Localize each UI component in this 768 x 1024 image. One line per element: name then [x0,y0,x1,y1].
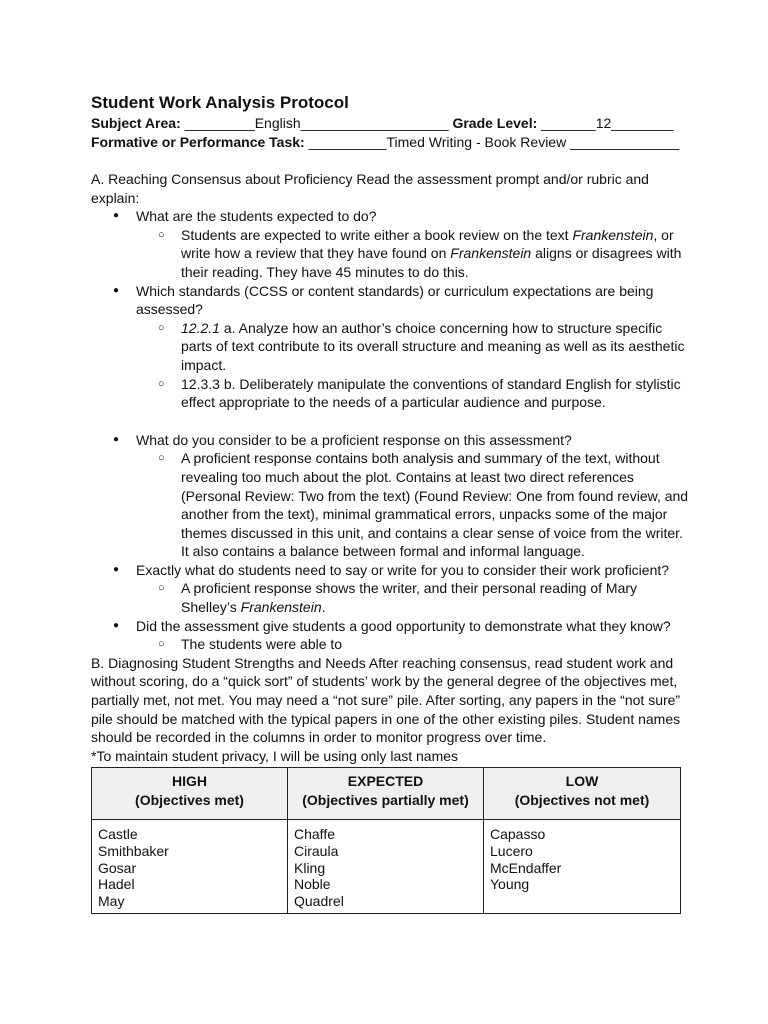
question-text: Exactly what do students need to say or write for you to consider their work proficient? [136,561,670,578]
question-text: Which standards (CCSS or content standards) or curriculum expectations are being assessed? [136,282,654,318]
header-line: EXPECTED [347,773,424,790]
question-text: Did the assessment give students a good opportunity to demonstrate what they know? [136,617,671,634]
book-title: Frankenstein [240,599,322,616]
task-value: Timed Writing - Book Review [386,134,567,150]
answer-item [136,375,691,412]
subject-area-label: Subject Area: [91,115,181,131]
filled-circle-bullet-icon: ● [113,433,120,445]
student-name: Ciraula [294,843,339,859]
answer-list [136,226,691,282]
answer-text-part: , or write how a review that they have found on [181,226,674,262]
question-list [91,431,691,654]
header-line: (Objectives partially met) [302,792,469,809]
book-title: Frankenstein [572,226,654,243]
answer-text: A proficient response contains both analysis and summary of the text, without revealing too much about the plot. Contains at least two direct references (Personal Review: Two from the text) (Found Review: One from found review, and another from the text), minimal grammatical errors, unpacks some of the major themes discussed in this unit, and contains a clear sense of voice from the writer. It also contains a balance between formal and informal language. [181,450,689,560]
student-name: Quadrel [294,892,344,909]
answer-text-part: . [321,599,326,616]
student-name: Young [490,876,530,893]
student-name: Chaffe [294,826,335,843]
student-name: Capasso [490,826,546,843]
hollow-circle-bullet-icon: ○ [158,582,165,595]
task-post-blank: ______________ [566,134,680,150]
section-b [91,654,691,766]
page-title: Student Work Analysis Protocol [91,93,349,112]
section-a [91,170,691,654]
grade-post-blank: ________ [611,115,674,131]
section-b-paragraph: B. Diagnosing Student Strengths and Needs After reaching consensus, read student work and without scoring, do a “quick sort” of students’ work by the general degree of the objectives met, partially met, not met. You may need a “not sure” pile. After sorting, any papers in the “not sure” pile should be matched with the typical papers in one of the other existing piles. Student names should be recorded in the columns in order to monitor progress over time. [91,654,681,746]
question-item [91,207,691,281]
answer-item [136,449,691,561]
answer-text: The students were able to [181,636,343,653]
hollow-circle-bullet-icon: ○ [158,228,165,241]
student-name: McEndaffer [490,859,562,876]
subject-area-value: English [254,115,301,131]
header-line: (Objectives met) [135,792,244,809]
student-name: Smithbaker [98,843,169,859]
filled-circle-bullet-icon: ● [113,210,120,222]
column-header-high [92,768,288,820]
column-header-low [484,768,681,820]
filled-circle-bullet-icon: ● [113,284,120,296]
student-name: Kling [294,859,326,876]
expected-names-cell [288,820,484,914]
question-list [91,207,691,412]
task-line [91,133,691,152]
standard-text: 12.3.3 b. Deliberately manipulate the conventions of standard English for stylistic effect appropriate to the needs of a particular audience and purpose. [181,375,681,411]
student-name: Hadel [98,876,135,893]
subject-pre-blank: _________ [180,115,255,131]
hollow-circle-bullet-icon: ○ [158,377,165,390]
answer-text-part: Students are expected to write either a book review on the text [181,226,573,243]
standard-code: 12.2.1 [181,319,220,336]
grade-pre-blank: _______ [537,115,596,131]
answer-list [136,449,691,561]
answer-list [136,319,691,412]
task-label: Formative or Performance Task: [91,134,305,150]
header-line: (Objectives not met) [514,792,650,809]
sort-table [91,767,681,914]
hollow-circle-bullet-icon: ○ [158,638,165,651]
privacy-note: *To maintain student privacy, I will be using only last names [91,747,459,764]
spacer [91,412,691,431]
grade-level-value: 12 [595,115,612,131]
student-name: Gosar [98,859,137,876]
question-item [91,561,691,617]
section-a-heading: A. Reaching Consensus about Proficiency Read the assessment prompt and/or rubric and explain: [91,171,649,206]
low-names-cell [484,820,681,914]
table-header-row [92,768,681,820]
table-row [92,820,681,914]
high-names-cell [92,820,288,914]
header-line: HIGH [172,773,207,790]
answer-item [136,579,691,616]
header-line: LOW [565,773,599,790]
column-header-expected [288,768,484,820]
question-item [91,431,691,561]
question-text: What are the students expected to do? [136,208,377,225]
subject-post-blank: ___________________ [300,115,453,131]
question-text: What do you consider to be a proficient response on this assessment? [136,431,572,448]
student-name: Castle [98,826,138,843]
grade-level-label: Grade Level: [452,115,538,131]
book-title: Frankenstein [450,245,532,262]
subject-grade-line [91,114,691,133]
task-pre-blank: __________ [304,134,387,150]
standard-text: a. Analyze how an author’s choice concerning how to structure specific parts of text contribute to its overall structure and meaning as well as its aesthetic impact. [181,319,685,373]
answer-text-part: aligns or disagrees with their reading. They have 45 minutes to do this. [181,245,682,280]
filled-circle-bullet-icon: ● [113,563,120,575]
question-item [91,617,691,654]
answer-list [136,635,691,654]
hollow-circle-bullet-icon: ○ [158,452,165,465]
answer-item [136,226,691,282]
answer-item [136,635,691,654]
answer-item [136,319,691,375]
question-item [91,282,691,412]
answer-list [136,579,691,616]
student-name: Lucero [490,843,533,859]
document-page [91,92,691,914]
answer-text-part: A proficient response shows the writer, and their personal reading of Mary Shelley’s [181,580,638,616]
student-name: May [98,892,125,909]
hollow-circle-bullet-icon: ○ [158,321,165,334]
student-name: Noble [294,876,331,893]
filled-circle-bullet-icon: ● [113,619,120,631]
